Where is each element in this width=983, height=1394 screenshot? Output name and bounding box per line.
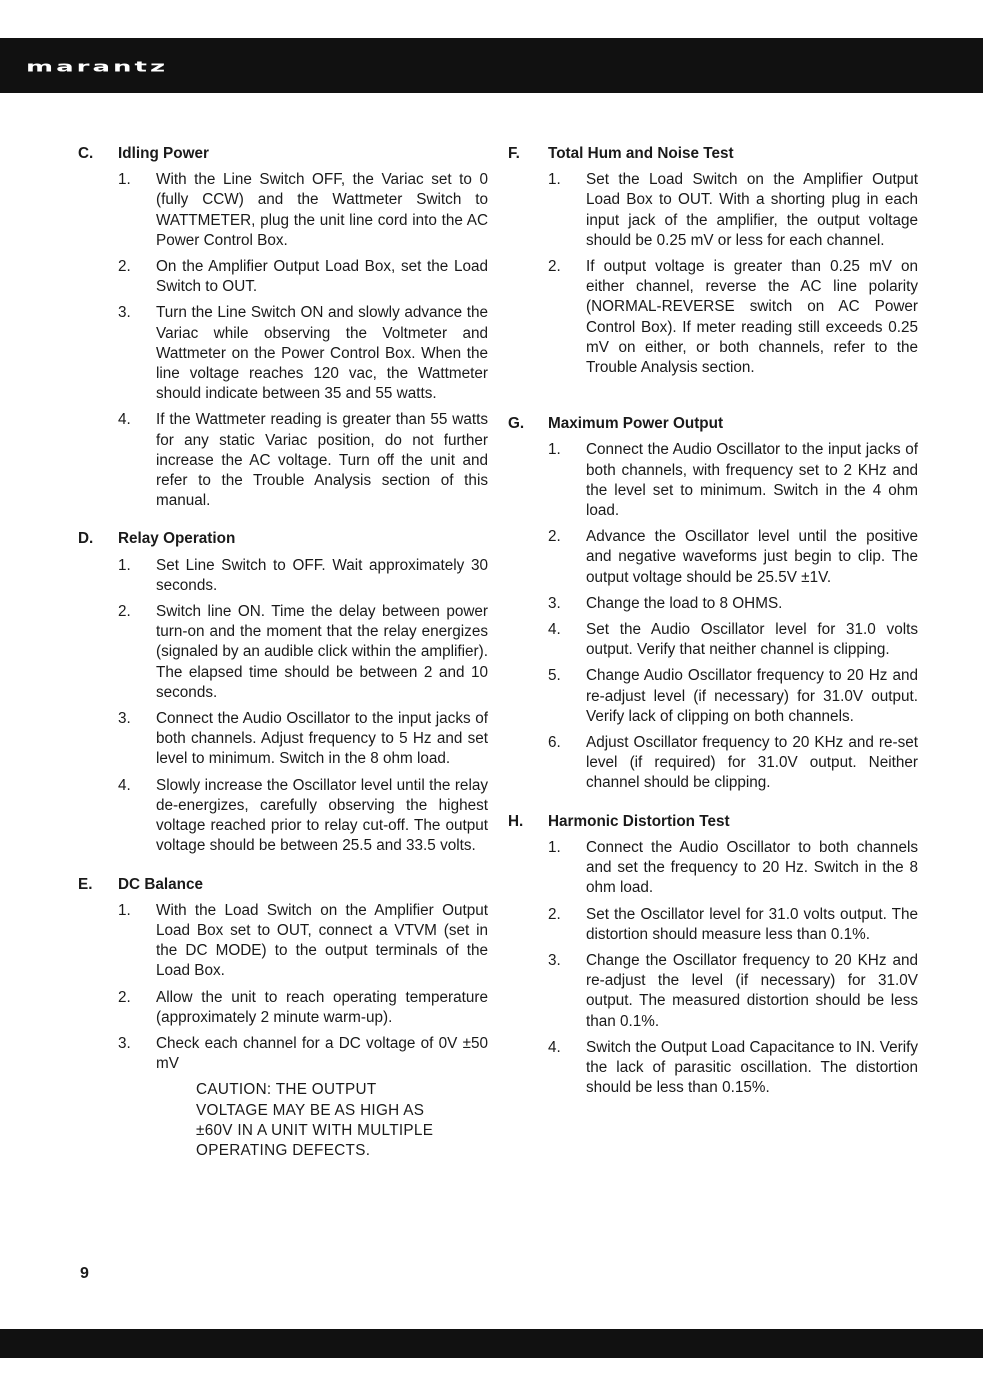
section-letter: E. xyxy=(78,875,93,893)
item-number: 3. xyxy=(118,304,131,322)
section-heading xyxy=(508,414,918,434)
item-text: Set the Load Switch on the Amplifier Output Load Box to OUT. With a shorting plug in each input jack of the amplifier, the output voltage should be 0.25 mV or less for each channel. xyxy=(586,171,918,249)
list-item xyxy=(118,776,488,857)
list-item xyxy=(118,170,488,251)
item-text: Connect the Audio Oscillator to both channels and set the frequency to 20 Hz. Switch in the 8 ohm load. xyxy=(586,838,918,897)
item-text: Switch the Output Load Capacitance to IN. Verify the lack of parasitic oscillation. The distortion should be less than 0.15%. xyxy=(586,1038,918,1097)
list-item xyxy=(118,303,488,404)
item-number: 3. xyxy=(548,594,561,612)
list-item xyxy=(548,951,918,1032)
item-number: 3. xyxy=(118,1034,131,1052)
page-number: 9 xyxy=(80,1265,89,1282)
item-text: Switch line ON. Time the delay between power turn-on and the moment that the relay energizes (signaled by an audible click within the amplifier). The elapsed time should be between 2 and 10 seconds. xyxy=(156,603,488,701)
item-text: Allow the unit to reach operating temperature (approximately 2 minute warm-up). xyxy=(156,988,488,1026)
section-letter: H. xyxy=(508,812,524,830)
section-heading xyxy=(78,529,488,549)
item-number: 4. xyxy=(548,1038,561,1056)
item-text: With the Line Switch OFF, the Variac set to 0 (fully CCW) and the Wattmeter Switch to WATTMETER, plug the unit line cord into the AC Power Control Box. xyxy=(156,171,488,249)
item-number: 1. xyxy=(118,171,131,189)
section-title: Relay Operation xyxy=(118,530,236,548)
item-text: Set the Audio Oscillator level for 31.0 volts output. Verify that neither channel is clipping. xyxy=(586,621,918,659)
item-text: Set Line Switch to OFF. Wait approximately 30 seconds. xyxy=(156,556,488,594)
item-number: 5. xyxy=(548,667,561,685)
list-item xyxy=(548,170,918,251)
section-dc-balance xyxy=(78,875,488,1162)
item-number: 1. xyxy=(118,556,131,574)
item-text: Set the Oscillator level for 31.0 volts output. The distortion should measure less than 0.1%. xyxy=(586,905,918,943)
item-text: With the Load Switch on the Amplifier Output Load Box set to OUT, connect a VTVM (set in the DC MODE) to the output terminals of the Load Box. xyxy=(156,901,488,980)
section-harmonic-distortion-test xyxy=(508,812,918,1099)
section-title: Idling Power xyxy=(118,145,209,162)
item-number: 1. xyxy=(118,901,131,919)
item-text: If output voltage is greater than 0.25 mV on either channel, reverse the AC line polarity (NORMAL-REVERSE switch on AC Power Control Box). If meter reading still exceeds 0.25 mV on either, or both channels, refer to the Trouble Analysis section. xyxy=(586,258,918,377)
section-letter: D. xyxy=(78,530,94,548)
list-item xyxy=(548,666,918,727)
item-number: 2. xyxy=(118,258,131,276)
item-text: If the Wattmeter reading is greater than 55 watts for any static Variac position, do not further increase the AC voltage. Turn off the unit and refer to the Trouble Analysis section of this manual. xyxy=(156,411,488,510)
list-item xyxy=(548,594,918,614)
section-heading xyxy=(78,144,488,164)
item-number: 1. xyxy=(548,171,561,189)
item-text: On the Amplifier Output Load Box, set the Load Switch to OUT. xyxy=(156,258,488,296)
item-number: 2. xyxy=(548,258,561,276)
list-item xyxy=(548,257,918,378)
item-number: 2. xyxy=(118,603,131,621)
list-item xyxy=(548,527,918,588)
item-number: 1. xyxy=(548,838,561,856)
section-title: Total Hum and Noise Test xyxy=(548,145,734,162)
item-text: Turn the Line Switch ON and slowly advance the Variac while observing the Voltmeter and Wattmeter on the Power Control Box. When the line voltage reaches 120 vac, the Wattmeter should indicate between 35 and 55 watts. xyxy=(156,304,488,403)
list-item xyxy=(118,602,488,703)
section-hum-noise-test xyxy=(508,144,918,378)
item-number: 2. xyxy=(118,988,131,1006)
list-item xyxy=(548,905,918,945)
item-number: 4. xyxy=(548,621,561,639)
item-number: 3. xyxy=(118,710,131,728)
item-text: Change Audio Oscillator frequency to 20 Hz and re-adjust level (if necessary) for 31.0V output. Verify lack of clipping on both channels. xyxy=(586,667,918,725)
brand-logo: marantz xyxy=(26,58,169,76)
list-item xyxy=(118,257,488,297)
list-item xyxy=(548,440,918,521)
section-relay-operation xyxy=(78,529,488,856)
item-number: 1. xyxy=(548,441,561,459)
list-item xyxy=(548,733,918,794)
item-number: 6. xyxy=(548,734,561,752)
item-number: 4. xyxy=(118,776,131,794)
section-heading xyxy=(508,812,918,832)
left-column xyxy=(78,144,488,1179)
section-max-power-output xyxy=(508,414,918,793)
item-number: 4. xyxy=(118,411,131,429)
list-item xyxy=(548,1038,918,1099)
item-text: Change the load to 8 OHMS. xyxy=(586,594,783,612)
list-item xyxy=(548,838,918,899)
item-text: Change the Oscillator frequency to 20 KHz and re-adjust the level (if necessary) for 31.0V output. The measured distortion should be less than 0.1%. xyxy=(586,951,918,1030)
item-number: 2. xyxy=(548,528,561,546)
section-title: Maximum Power Output xyxy=(548,415,724,433)
list-item xyxy=(118,709,488,770)
item-text: Slowly increase the Oscillator level until the relay de-energizes, carefully observing the highest voltage reached prior to relay cut-off. The output voltage should be between 25.5 and 33.5 volts. xyxy=(156,776,488,855)
item-number: 2. xyxy=(548,905,561,923)
item-text: Connect the Audio Oscillator to the input jacks of both channels. Adjust frequency to 5 Hz and set level to minimum. Switch in the 8 ohm load. xyxy=(156,710,488,768)
list-item xyxy=(118,556,488,596)
list-item xyxy=(118,410,488,511)
item-text: Connect the Audio Oscillator to the input jacks of both channels, with frequency set to 2 KHz and the level set to minimum. Switch in the 4 ohm load. xyxy=(586,441,918,520)
item-text: Advance the Oscillator level until the positive and negative waveforms just begin to clip. The output voltage should be 25.5V ±1V. xyxy=(586,528,918,586)
item-text: Check each channel for a DC voltage of 0V ±50 mV xyxy=(156,1034,488,1073)
section-heading xyxy=(508,144,918,164)
section-letter: G. xyxy=(508,415,525,433)
list-item xyxy=(118,988,488,1028)
list-item xyxy=(118,901,488,982)
section-heading xyxy=(78,875,488,895)
section-title: DC Balance xyxy=(118,875,204,893)
section-title: Harmonic Distortion Test xyxy=(548,812,730,830)
list-item xyxy=(118,1034,488,1074)
list-item xyxy=(548,620,918,660)
section-letter: C. xyxy=(78,145,94,162)
footer-bar xyxy=(0,1329,983,1358)
section-letter: F. xyxy=(508,145,520,162)
caution-note: CAUTION: THE OUTPUT VOLTAGE MAY BE AS HIGH AS ±60V IN A UNIT WITH MULTIPLE OPERATING DEFECTS. xyxy=(196,1081,434,1159)
section-idling-power xyxy=(78,144,488,511)
item-text: Adjust Oscillator frequency to 20 KHz and re-set level (if required) for 31.0V output. Neither channel should be clipping. xyxy=(586,734,918,792)
right-column xyxy=(508,144,918,1116)
item-number: 3. xyxy=(548,951,561,969)
